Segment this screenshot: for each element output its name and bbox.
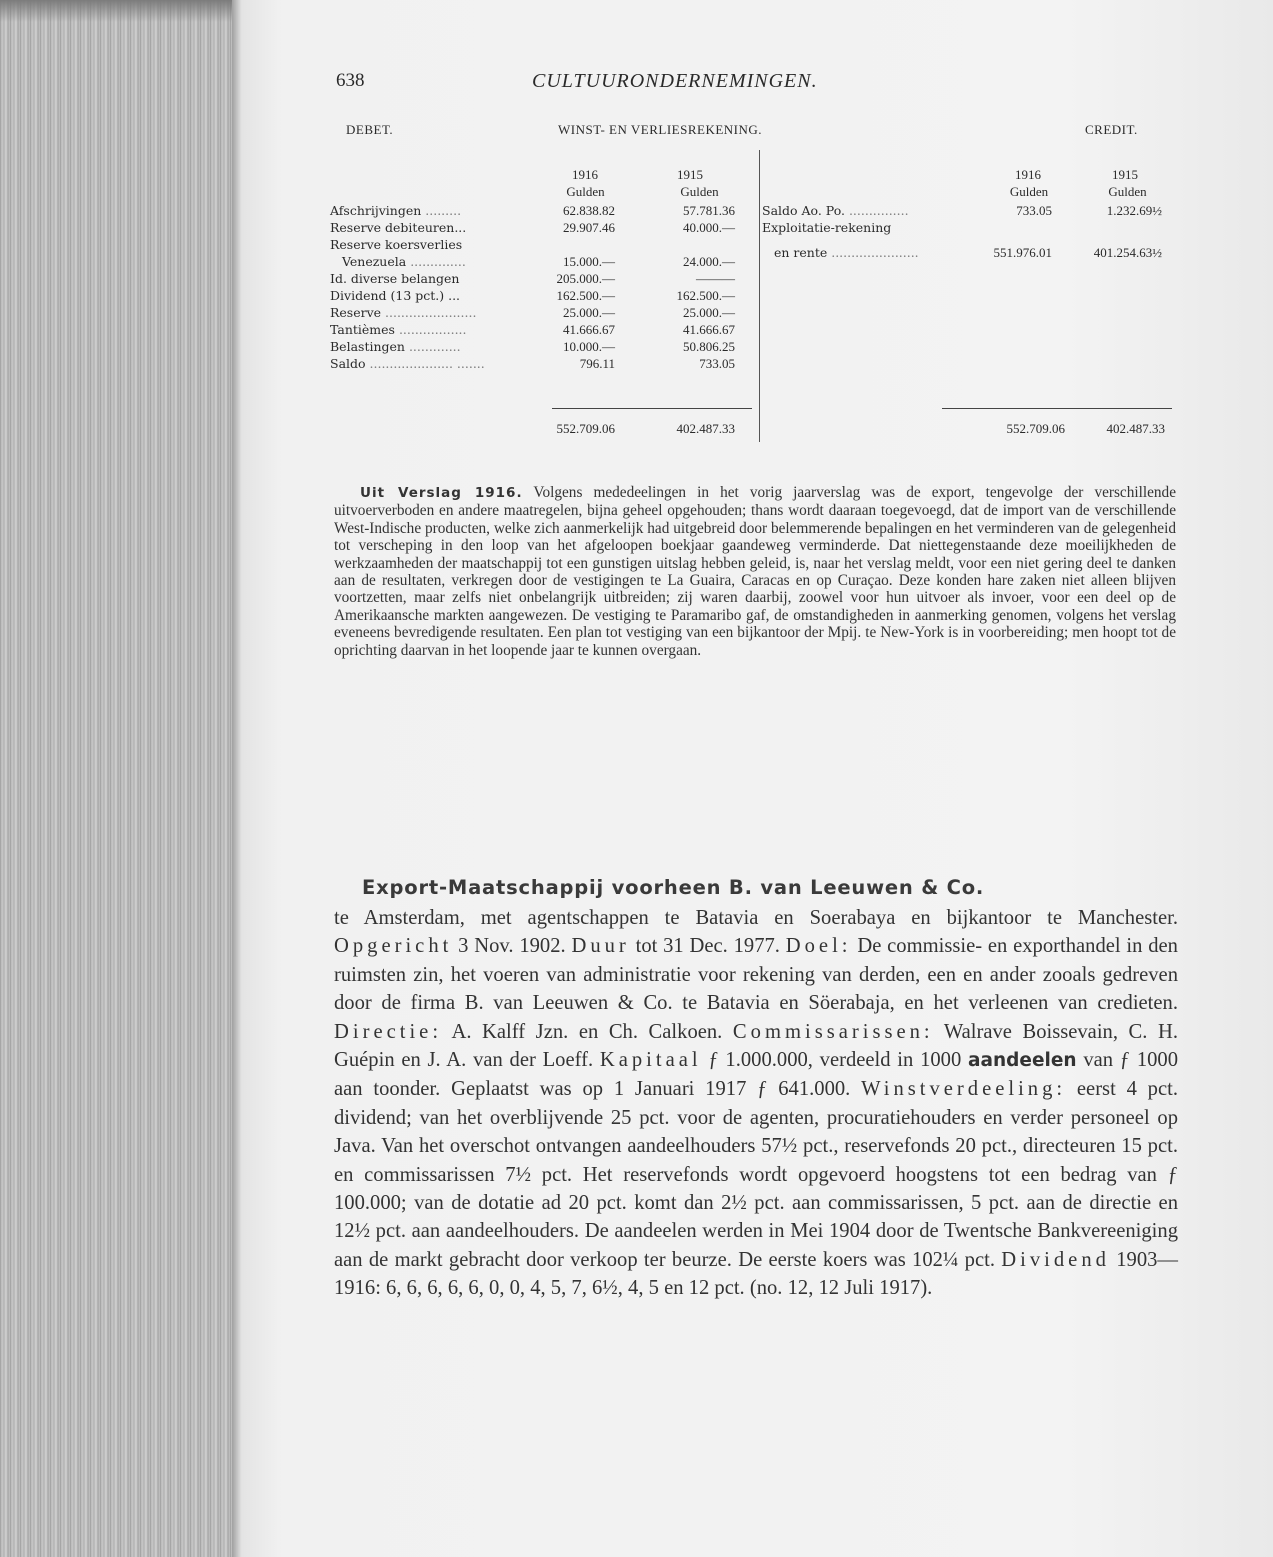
duur-value: tot 31 Dec. 1977. — [635, 935, 780, 958]
row-label: Reserve — [330, 305, 382, 320]
company-description — [334, 904, 1178, 1303]
row-label: Saldo — [330, 356, 366, 371]
row-label: Id. diverse belangen — [330, 271, 460, 286]
directie-label: Directie: — [334, 1020, 443, 1043]
row-label: Saldo Ao. Po. — [762, 203, 845, 218]
row-label: Belastingen — [330, 339, 405, 354]
duur-label: Duur — [571, 935, 630, 958]
company-location: te Amsterdam, met agentschappen te Batavia en Soerabaya en bijkantoor te Manchester. — [334, 907, 1178, 929]
opgericht-label: Opgericht — [334, 935, 453, 958]
annual-report-paragraph — [334, 484, 1176, 659]
value-1915: 40.000.— — [683, 220, 735, 235]
value-1915: ——— — [696, 271, 735, 286]
kapitaal-value: ƒ 1.000.000, verdeeld in 1000 — [708, 1049, 962, 1072]
kapitaal-detail: van ƒ 1000 aan toonder. Geplaatst was op 1 Januari 1917 ƒ 641.000. — [334, 1049, 1179, 1101]
running-title: CULTUURONDERNEMINGEN. — [532, 70, 818, 92]
value-1915: 50.806.25 — [683, 339, 735, 354]
dividend-label: Dividend — [1001, 1248, 1110, 1271]
value-1916: 162.500.— — [556, 288, 615, 303]
value-1916: 41.666.67 — [563, 322, 615, 337]
credit-total-rule — [942, 408, 1172, 409]
kapitaal-label: Kapitaal — [599, 1049, 702, 1072]
row-label: en rente — [774, 245, 828, 260]
debet-total-rule — [552, 408, 752, 409]
book-page-edges-shadow — [0, 0, 232, 22]
debet-total-1915: 402.487.33 — [676, 421, 735, 436]
book-page-edges — [0, 0, 232, 1557]
row-label: Reserve koersverlies — [330, 237, 463, 252]
value-1915: 24.000.— — [683, 254, 735, 269]
value-1915: 25.000.— — [683, 305, 735, 320]
doel-label: Doel: — [785, 935, 852, 958]
credit-year-1915: 1915 — [1112, 167, 1138, 182]
row-label: Venezuela — [342, 254, 407, 269]
value-1916: 29.907.46 — [563, 220, 615, 235]
row-label: Exploitatie-rekening — [762, 220, 892, 235]
leader-dots: ....................... — [381, 305, 477, 320]
leader-dots: ......... — [421, 203, 462, 218]
value-1916: 15.000.— — [563, 254, 615, 269]
value-1916: 25.000.— — [563, 305, 615, 320]
credit-total-1915: 402.487.33 — [1106, 421, 1165, 436]
leader-dots: ................. — [394, 322, 467, 337]
credit-total-1916: 552.709.06 — [1006, 421, 1065, 436]
leader-dots: ..................... ....... — [365, 356, 485, 371]
company-name: Export-Maatschappij voorheen B. van Leeuwen & Co. — [362, 876, 985, 899]
row-label: Afschrijvingen — [330, 203, 422, 218]
leader-dots: .............. — [406, 254, 466, 269]
debet-unit-1916: Gulden — [566, 184, 605, 199]
page-number: 638 — [336, 70, 365, 91]
credit-unit-1915: Gulden — [1108, 184, 1147, 199]
debet-caption: DEBET. — [346, 122, 394, 137]
leader-dots: ...................... — [827, 245, 919, 260]
doel-value: De commissie- en exporthandel in den ruimsten zin, het voeren van administratie voor rekening van derden, een en ander zooals gedreven door de firma B. van Leeuwen & Co. te Batavia en Söerabaja, en het verleenen van credieten. — [334, 935, 1178, 1015]
aandeelen-keyword: aandeelen — [968, 1050, 1077, 1072]
value-1916: 10.000.— — [563, 339, 615, 354]
report-lead: Uit Verslag 1916. — [360, 485, 523, 501]
debet-year-1916: 1916 — [572, 167, 598, 182]
credit-year-1916: 1916 — [1015, 167, 1041, 182]
value-1916: 205.000.— — [556, 271, 615, 286]
row-label: Dividend (13 pct.) ... — [330, 288, 461, 303]
value-1915: 57.781.36 — [683, 203, 735, 218]
value-1915: 401.254.63½ — [1093, 245, 1162, 260]
dividend-value: 1903—1916: 6, 6, 6, 6, 6, 0, 0, 4, 5, 7, 6½, 4, 5 en 12 pct. (no. 12, 12 Juli 1917). — [334, 1248, 1178, 1300]
debet-unit-1915: Gulden — [680, 184, 719, 199]
value-1915: 41.666.67 — [683, 322, 735, 337]
leader-dots: ............... — [844, 203, 909, 218]
commissarissen-label: Commissarissen: — [732, 1020, 934, 1043]
winstverdeeling-label: Winstverdeeling: — [861, 1078, 1067, 1101]
value-1916: 551.976.01 — [993, 245, 1052, 260]
row-label: Reserve debiteuren... — [330, 220, 467, 235]
value-1915: 1.232.69½ — [1106, 203, 1162, 218]
table-title: WINST- EN VERLIESREKENING. — [558, 122, 763, 137]
value-1916: 796.11 — [579, 356, 615, 371]
table-divider — [759, 150, 760, 442]
report-body: Volgens mededeelingen in het vorig jaarverslag was de export, tengevolge der verschillende uitvoerverboden en andere maatregelen, bijna geheel opgehouden; thans wordt daaraan toegevoegd, dat de import van de verschillende West-Indische producten, welke zich aanmerkelijk had uitgebreid door belemmerende bepalingen en het verminderen van de gelegenheid tot verscheping in den loop van het afgeloopen boekjaar gaandeweg verminderde. Dat niettegenstaande deze moeilijkheden de werkzaamheden der maatschappij tot een gunstigen uitslag hebben geleid, is, naar het verslag meldt, voor een niet gering deel te danken aan de resultaten, verkregen door de vestigingen te La Guaira, Caracas en op Curaçao. Deze konden hare zaken niet alleen blijven voortzetten, maar zelfs niet onbelangrijk uitbreiden; zij waren daarbij, zoowel voor hun uitvoer als invoer, voor een deel op de Amerikaansche markten aangewezen. De vestiging te Paramaribo gaf, de omstandigheden in aanmerking genomen, volgens het verslag eveneens bevredigende resultaten. Een plan tot vestiging van een bijkantoor der Mpij. te New-York is in voorbereiding; men hoopt tot de oprichting daarvan in het loopende jaar te kunnen overgaan. — [334, 484, 1176, 659]
credit-caption: CREDIT. — [1085, 122, 1138, 137]
commissarissen-value: Walrave Boissevain, C. H. Guépin en J. A. van der Loeff. — [334, 1020, 1179, 1072]
credit-unit-1916: Gulden — [1009, 184, 1049, 199]
directie-value: A. Kalff Jzn. en Ch. Calkoen. — [451, 1020, 723, 1043]
opgericht-value: 3 Nov. 1902. — [458, 935, 566, 958]
debet-year-1915: 1915 — [677, 167, 703, 182]
row-label: Tantièmes — [330, 322, 395, 337]
value-1916: 62.838.82 — [563, 203, 615, 218]
debet-total-1916: 552.709.06 — [556, 421, 615, 436]
value-1915: 733.05 — [699, 356, 735, 371]
value-1915: 162.500.— — [676, 288, 735, 303]
winstverdeeling-value: eerst 4 pct. dividend; van het overblijvende 25 pct. voor de agenten, procuratiehouders en verder personeel op Java. Van het overschot ontvangen aandeelhouders 57½ pct., reservefonds 20 pct., directeuren 15 pct. en commissarissen 7½ pct. Het reservefonds wordt opgevoerd hoogstens tot een bedrag van ƒ 100.000; van de dotatie ad 20 pct. komt dan 2½ pct. aan commissarissen, 5 pct. aan de directie en 12½ pct. aan aandeelhouders. De aandeelen werden in Mei 1904 door de Twentsche Bankvereeniging aan de markt gebracht door verkoop ter beurze. De eerste koers was 102¼ pct. — [334, 1078, 1178, 1271]
leader-dots: ............. — [404, 339, 461, 354]
value-1916: 733.05 — [1016, 203, 1052, 218]
